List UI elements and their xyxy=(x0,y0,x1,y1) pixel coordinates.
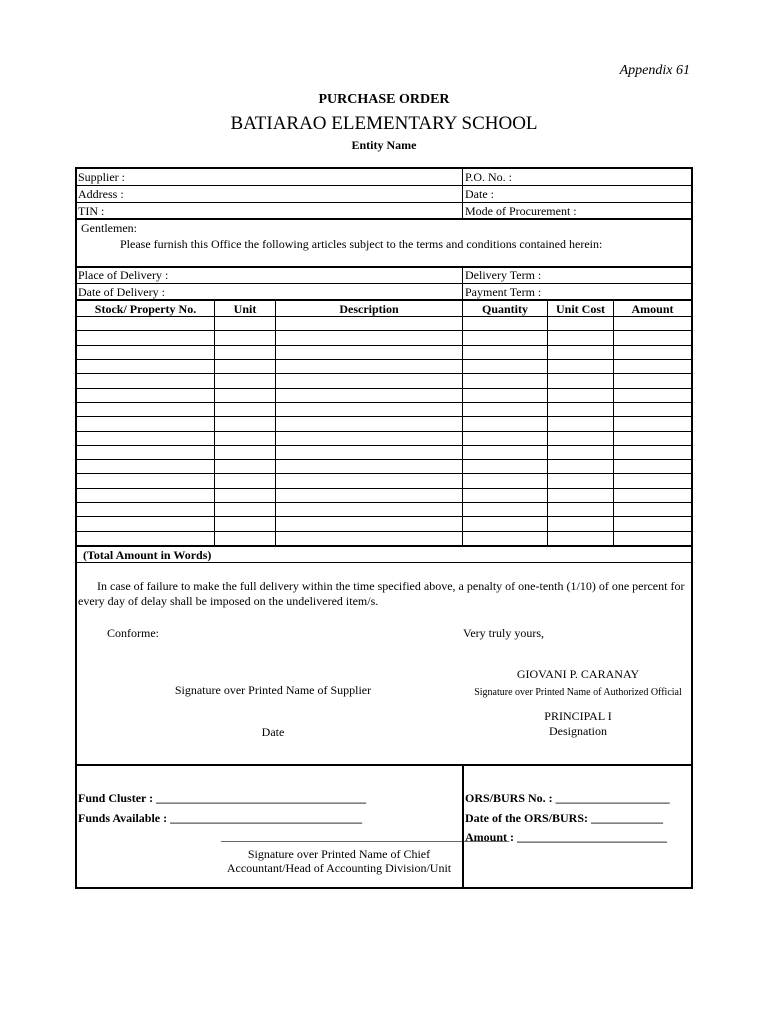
table-row xyxy=(77,316,691,317)
entity-name: BATIARAO ELEMENTARY SCHOOL xyxy=(230,113,538,134)
ors-amount-field: Amount : _________________________ xyxy=(465,830,668,844)
entity-caption: Entity Name xyxy=(351,138,417,152)
designation-caption: Designation xyxy=(549,724,607,738)
rule xyxy=(613,300,614,546)
rule xyxy=(77,202,691,203)
delivery-term-field: Delivery Term : xyxy=(465,268,542,282)
penalty-text-line1: In case of failure to make the full delivery within the time specified above, a penalty of one-tenth (1/10) of one percent for xyxy=(97,579,685,593)
table-row xyxy=(77,488,691,489)
official-position: PRINCIPAL I xyxy=(544,709,612,723)
table-row xyxy=(77,345,691,346)
po-number-field: P.O. No. : xyxy=(465,170,513,184)
rule xyxy=(462,764,464,887)
po-date-field: Date : xyxy=(465,187,494,201)
ors-burs-date-field: Date of the ORS/BURS: ____________ xyxy=(465,811,663,825)
payment-term-field: Payment Term : xyxy=(465,285,542,299)
funds-available-field: Funds Available : ________________________________ xyxy=(78,811,363,825)
rule xyxy=(77,185,691,186)
address-field: Address : xyxy=(78,187,124,201)
supplier-date-caption: Date xyxy=(261,725,285,739)
fund-cluster-field: Fund Cluster : ___________________________________ xyxy=(78,791,367,805)
column-header-quantity: Quantity xyxy=(481,302,528,316)
rule xyxy=(462,300,463,546)
mode-of-procurement-field: Mode of Procurement : xyxy=(465,204,577,218)
appendix-label: Appendix 61 xyxy=(619,63,690,78)
penalty-text-line2: every day of delay shall be imposed on the undelivered item/s. xyxy=(78,594,379,608)
table-row xyxy=(77,459,691,460)
rule xyxy=(547,300,548,546)
chief-accountant-caption-line2: Accountant/Head of Accounting Division/Unit xyxy=(226,861,452,875)
chief-signature-line: ________________________________________________ xyxy=(221,829,509,843)
date-of-delivery-field: Date of Delivery : xyxy=(78,285,165,299)
rule xyxy=(77,218,691,220)
table-row xyxy=(77,330,691,331)
official-signature-caption: Signature over Printed Name of Authorized Official xyxy=(474,687,682,698)
supplier-signature-caption: Signature over Printed Name of Supplier xyxy=(174,683,372,697)
table-row xyxy=(77,359,691,360)
gentlemen-label: Gentlemen: xyxy=(81,221,137,235)
rule xyxy=(77,299,691,301)
supplier-field: Supplier : xyxy=(78,170,125,184)
rule xyxy=(462,169,463,219)
rule xyxy=(214,300,215,546)
ors-burs-number-field: ORS/BURS No. : ___________________ xyxy=(465,791,670,805)
table-row xyxy=(77,473,691,474)
column-header-stock-no: Stock/ Property No. xyxy=(94,302,197,316)
rule xyxy=(77,562,691,563)
rule xyxy=(462,267,463,300)
column-header-amount: Amount xyxy=(631,302,674,316)
tin-field: TIN : xyxy=(78,204,105,218)
column-header-unit-cost: Unit Cost xyxy=(555,302,605,316)
table-row xyxy=(77,373,691,374)
table-row xyxy=(77,531,691,532)
column-header-description: Description xyxy=(339,302,399,316)
authorized-official-name: GIOVANI P. CARANAY xyxy=(516,667,640,681)
conforme-label: Conforme: xyxy=(107,626,159,640)
rule xyxy=(77,283,691,284)
table-row xyxy=(77,516,691,517)
chief-accountant-caption-line1: Signature over Printed Name of Chief xyxy=(247,847,431,861)
table-row xyxy=(77,502,691,503)
rule xyxy=(275,300,276,546)
form-title: PURCHASE ORDER xyxy=(318,92,450,107)
rule xyxy=(77,764,691,766)
table-row xyxy=(77,402,691,403)
total-amount-words-label: (Total Amount in Words) xyxy=(83,548,212,562)
furnish-text: Please furnish this Office the following articles subject to the terms and conditions contained herein: xyxy=(120,237,603,251)
purchase-order-form xyxy=(75,167,693,889)
place-of-delivery-field: Place of Delivery : xyxy=(78,268,169,282)
table-row xyxy=(77,388,691,389)
table-row xyxy=(77,416,691,417)
very-truly-yours-label: Very truly yours, xyxy=(463,626,544,640)
rule xyxy=(77,266,691,268)
rule xyxy=(77,545,691,547)
table-row xyxy=(77,445,691,446)
table-row xyxy=(77,431,691,432)
column-header-unit: Unit xyxy=(233,302,257,316)
